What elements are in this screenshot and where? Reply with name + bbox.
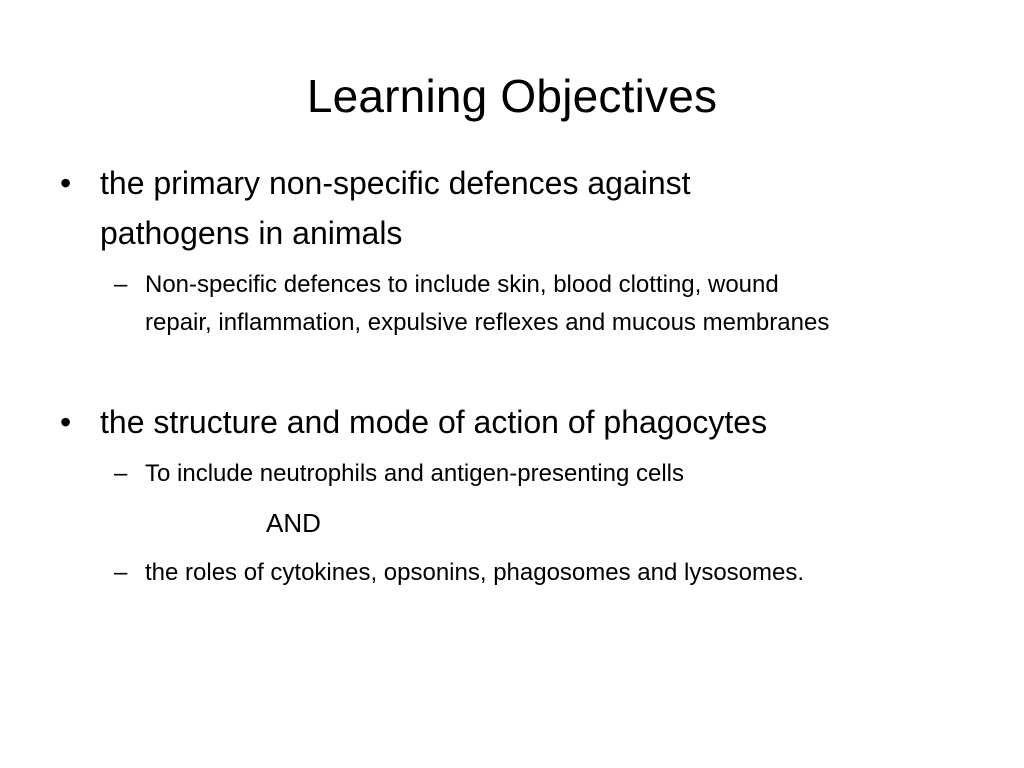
bullet-icon: • [60, 165, 72, 201]
dash-icon: – [114, 559, 128, 586]
objective-2-sub-1-text: To include neutrophils and antigen-presenting cells [145, 460, 685, 487]
objective-1-text-line-1: the primary non-specific defences against [100, 165, 691, 201]
objective-2-sub-2-text: the roles of cytokines, opsonins, phagosomes and lysosomes. [145, 559, 805, 586]
slide-title: Learning Objectives [306, 70, 718, 122]
bullet-icon: • [60, 404, 72, 440]
dash-icon: – [114, 271, 128, 298]
objective-2-connector: AND [266, 508, 321, 538]
objective-1-sub-1-text-line-1: Non-specific defences to include skin, blood clotting, wound [145, 271, 779, 298]
objective-2-text-line-1: the structure and mode of action of phagocytes [100, 404, 768, 440]
objective-1-text-line-2: pathogens in animals [100, 215, 403, 251]
dash-icon: – [114, 460, 128, 487]
objective-1-sub-1-text-line-2: repair, inflammation, expulsive reflexes and mucous membranes [145, 309, 830, 336]
